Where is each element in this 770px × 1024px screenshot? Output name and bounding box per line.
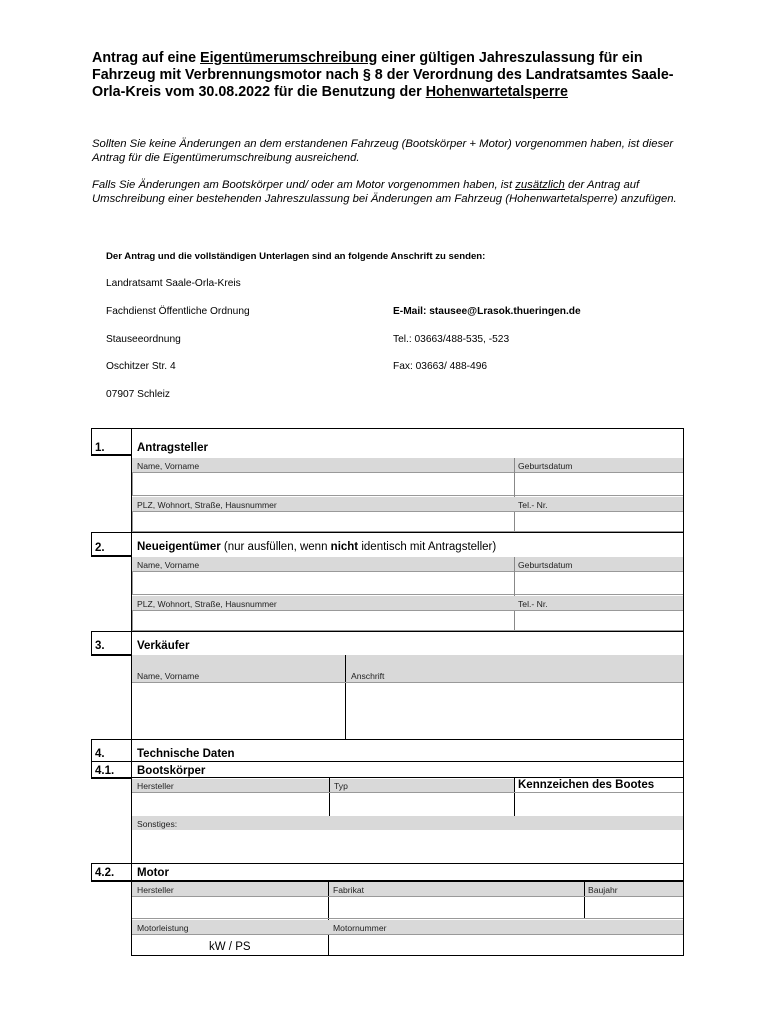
section-2-title: Neueigentümer (nur ausfüllen, wenn nicht identisch mit Antragsteller): [137, 541, 497, 553]
section-1-title: Antragsteller: [137, 442, 208, 454]
label-fabrikat: Fabrikat: [333, 885, 365, 895]
label-plz-2: PLZ, Wohnort, Straße, Hausnummer: [137, 599, 277, 609]
section-2-number: 2.: [95, 542, 105, 554]
section-42-title: Motor: [137, 867, 169, 879]
label-kennzeichen: Kennzeichen des Bootes: [518, 779, 655, 791]
input-motor[interactable]: [132, 896, 684, 919]
label-tel: Tel.- Nr.: [518, 500, 548, 510]
input-name-2[interactable]: [132, 571, 684, 595]
row-labels-42b: [132, 920, 683, 934]
row-label-sonstiges: [132, 816, 683, 830]
section-41-title: Bootskörper: [137, 765, 206, 777]
label-baujahr: Baujahr: [588, 885, 618, 895]
row-labels-1a: [132, 458, 683, 472]
telephone: Tel.: 03663/488-535, -523: [393, 334, 510, 345]
label-geburtsdatum-2: Geburtsdatum: [518, 560, 573, 570]
document-title: Antrag auf eine Eigentümerumschreibung einer gültigen Jahreszulassung für ein Fahrzeug mit Verbrennungsmotor nach § 8 der Verordnung des Landratsamtes Saale-Orla-Kreis vom 30.08.2022 für die Benutzung der Hohenwartetalsperre: [92, 50, 674, 100]
label-motorleistung: Motorleistung: [137, 923, 189, 933]
label-tel-2: Tel.- Nr.: [518, 599, 548, 609]
intro-paragraph-2: Falls Sie Änderungen am Bootskörper und/ oder am Motor vorgenommen haben, ist zusätzlich der Antrag auf Umschreibung einer bestehenden Jahreszulassung bei Änderungen am Fahrzeug (Hohenwartetalsperre) anzufügen.: [92, 179, 677, 205]
label-name-2: Name, Vorname: [137, 560, 200, 570]
input-sonstiges[interactable]: [132, 830, 684, 863]
label-name: Name, Vorname: [137, 461, 200, 471]
fax: Fax: 03663/ 488-496: [393, 361, 488, 372]
label-hersteller-motor: Hersteller: [137, 885, 174, 895]
section-1-number: 1.: [95, 442, 105, 454]
section-41-number: 4.1.: [95, 765, 115, 777]
label-hersteller: Hersteller: [137, 781, 174, 791]
input-address-2[interactable]: [132, 610, 684, 631]
address-line-2: Fachdienst Öffentliche Ordnung: [106, 306, 250, 317]
row-labels-3: [132, 655, 683, 682]
section-4-title: Technische Daten: [137, 748, 235, 760]
label-anschrift: Anschrift: [351, 671, 385, 681]
row-labels-2a: [132, 557, 683, 571]
intro-paragraph-1: Sollten Sie keine Änderungen an dem erstandenen Fahrzeug (Bootskörper + Motor) vorgenommen haben, ist dieser Antrag für die Eigentümerumschreibung ausreichend.: [92, 138, 674, 164]
address-line-1: Landratsamt Saale-Orla-Kreis: [106, 278, 241, 289]
row-labels-41: [132, 779, 514, 792]
label-kw-ps: kW / PS: [209, 941, 251, 953]
address-line-5: 07907 Schleiz: [106, 389, 171, 400]
input-verkaeufer[interactable]: [132, 682, 684, 739]
input-name-1[interactable]: [132, 472, 684, 496]
section-4-number: 4.: [95, 748, 105, 760]
label-sonstiges: Sonstiges:: [137, 819, 178, 829]
section-3-title: Verkäufer: [137, 640, 190, 652]
label-geburtsdatum: Geburtsdatum: [518, 461, 573, 471]
section-42-number: 4.2.: [95, 867, 115, 879]
label-typ: Typ: [334, 781, 348, 791]
address-line-3: Stauseeordnung: [106, 334, 181, 345]
input-bootskoerper[interactable]: [132, 792, 684, 816]
input-address-1[interactable]: [132, 511, 684, 532]
section-3-number: 3.: [95, 640, 105, 652]
label-plz: PLZ, Wohnort, Straße, Hausnummer: [137, 500, 277, 510]
label-motornummer: Motornummer: [333, 923, 387, 933]
label-name-3: Name, Vorname: [137, 671, 200, 681]
email-address: E-Mail: stausee@Lrasok.thueringen.de: [393, 306, 581, 317]
address-heading: Der Antrag und die vollständigen Unterlagen sind an folgende Anschrift zu senden:: [106, 251, 486, 262]
address-line-4: Oschitzer Str. 4: [106, 361, 176, 372]
